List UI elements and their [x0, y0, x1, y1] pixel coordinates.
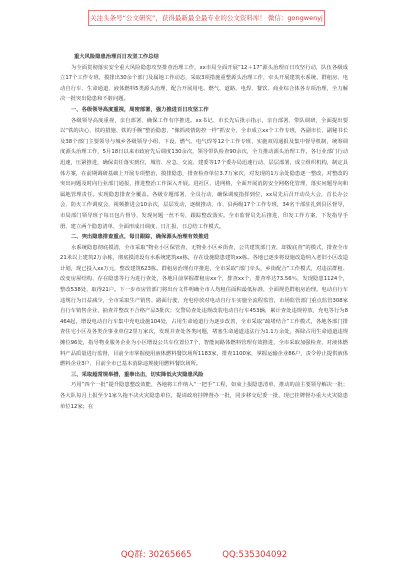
- contact-footer: [0, 548, 408, 560]
- qq-text: QQ:535304092: [222, 550, 288, 560]
- qq-group-text: QQ群: 30265665: [120, 550, 192, 560]
- section-heading: 二、突出隐患排查重点，每日跟踪，确保源头治理有效推进: [71, 234, 209, 241]
- document-title: 重大风险隐患治理百日攻坚工作总结: [74, 54, 159, 60]
- body-paragraph: 巧用“四个一批”提升隐患整改效能，各地将工作纳入“一把手”工程，如束上报隐患清单，推动的前主要领导解决一批；各大队每月上报至少1家久拖不决火灾隐患单位，提请政府挂牌督办一批，同步移交纪委一批，现已挂牌督办重大火灾隐患单位12家；在: [60, 382, 348, 410]
- section-heading: 一、各级领导高度重视，周密部署，强力推进百日攻坚工作: [71, 106, 209, 113]
- body-paragraph: 各级领导高度重视，亲自部署，确保工作有序推进。xx书记、市长先后批示指示，亲自部署、带队调研，全面提出要以“铁的决心、铁的措施、铁的手腕”整治隐患，“像抓疫情防控一样”抓安全，全市成立xx个工作专班，各副市长、副秘书长及38个部门主要领导与城乡各级领导小组、下设、燃气、电气焊等12个工作专班，实施双周通报及集中督导机制，统筹调度源头治理工作，5月18日以来市政府先后调度130余次，领导带队检查90余次，全力推动源头治理工作。各行业部门行动迅速，压紧推进，确保责任落实到位，城管、应急、交流、建委等17个委办局迅速行动，层层部署，成立组织机构，制定具体方案，在前期调研基础上开展专项整治，摸排隐患，排查检查单位3.7万家次，对发现的1万余处隐患逐一整改，对整改的突出问题及时向行业部门通报，推进整治工作深入开展。进社区、进网格，全面开展消防安全网格化管理，落实问题导向和属地管理责任。实现隐患排查全覆盖。各级专题部署、全员行动，确保调度指挥到位，xx局先后召开动员大会，首长办公会、防火工作调度会，视频推进会10余次，层层发动，逐级推动，市、县两级17个工作专班，34名干部驻扎到县区督导，市局部门领导班子每日包片督导，发现问题一丝不苟，跟踪整改落实。全市监督员先后推进，印发工作方案、下发指导手册、建立两个隐患清单，全面形成日调度、日汇报、日总结工作模式。: [60, 117, 348, 230]
- promo-banner: 关注头条号“公文研究”，获得最新最全最专业的公文资料库！ 微信：gongwenyj: [88, 10, 325, 26]
- body-paragraph: 为全面贯彻落实安全重大风险隐患攻坚排查治理工作，xx市局全面开展“12＋17”源头治理百日攻坚行动，队伍各级成立17个工作专班，摸排出30余个部门及属地工作动态，采取3项措施重整源头治理工作，牵头开展建筑水系统、群租房、电动自行车、生命通道、液体燃料5类源头治理，配合开展用电、燃气、道路、电焊、餐饮、商业综合体各专项治理，全力解决一批突出隐患和不脏问题。: [60, 64, 348, 103]
- document-paragraphs: [60, 63, 348, 413]
- body-paragraph: 水系统隐患彻底摸清，全市采取“物业小区保管查，无物业小区乡街查，公共建筑部门查，却拨底查”的模式，排查全市21米以上建筑2万余栋，彻底摸清设有水系统建筑xx栋，存在设施隐患建筑xx栋。各地已逐步将设施改造纳入老旧小区改造计划，现已投入xx万元，整改建筑623栋。群租房治理有序推进，全市采取“部门牵头，乡街配合”工作模式，对违法群租、改变房屋结构、存在隐患等行为进行查处，各地目前掌握群租房xx个，排查xx个，排查率达73.56％，发现隐患1124个，整改538处，取得21户。下一步市房管部门将出台文件明确全市人均租住面积最低标准，全面规范群租房治理。电动自行车违规行为日益减少，全市采取生产销售、路面行驶、充电停放对电动自行车实施全流程监管，市场监管部门重点监管308家自行车销售企业，抽查并整改不合格产品3批次；交警局查处违规改装电动自行车453辆，累计查处违规停放，充电等行为8464起，增设电动自行车集中充电设施104处，占用生命通道行为逐步改善，全市采取“疏堵结合”工作模式，各地各部门排查住宅小区及各类企事业单位2里万家次，发现并查处各类问题，堵塞生命通道违法行为1.1万余处，拆除占用生命通道违规摊位96处，指导物业服务企业为小区增设公共车位置位7个，智能间路体燃料管理有效推进，全市采取加强检查，对液体燃料产品质量进行监督，目前全市掌握使用液体燃料餐饮场所1183家，排查1100家，掌握运输企业86户，责令停止提供液体燃料企业3户，目前全市已基本消除违规使用燃料餐饮场所。: [60, 244, 348, 368]
- section-heading: 三、采取超常规举措，重拳出击，切实降低火灾隐患风险: [71, 371, 204, 378]
- document-body: [60, 52, 348, 412]
